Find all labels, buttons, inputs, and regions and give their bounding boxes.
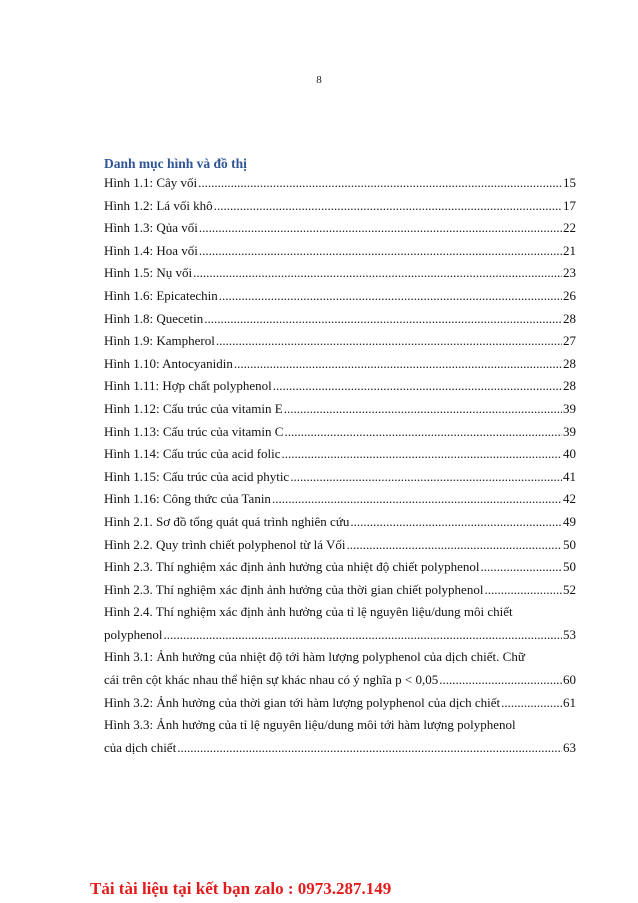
dot-leader [199,240,562,263]
dot-leader [347,534,562,557]
toc-entry[interactable] [104,262,576,285]
toc-entry-text: Hình 1.9: Kampherol [104,333,215,349]
toc-entry-text: Hình 3.2: Ảnh hưởng của thời gian tới hàm lượng polyphenol của dịch chiết [104,694,501,710]
toc-entry[interactable] [104,353,576,376]
toc-entry[interactable] [104,217,576,240]
toc-entry[interactable] [104,466,576,489]
toc-entry-page: 26 [563,287,576,303]
toc-entry-text: Hình 3.3: Ảnh hưởng của tỉ lệ nguyên liệu/dung môi tới hàm lượng polyphenol [104,717,516,733]
dot-leader [350,511,562,534]
toc-entry[interactable] [104,398,576,421]
toc-entry-text: Hình 1.2: Lá vối khô [104,197,213,213]
toc-entry-text: Hình 3.1: Ảnh hưởng của nhiệt độ tới hàm lượng polyphenol của dịch chiết. Chữ [104,649,525,665]
toc-entry[interactable] [104,579,576,602]
page-number: 8 [316,74,322,86]
toc-entry-text: Hình 1.8: Quecetin [104,310,204,326]
toc-entry-page: 17 [563,197,576,213]
toc-entry-text: của dịch chiết [104,739,177,755]
toc-entry-page: 27 [563,333,576,349]
toc-entry-page: 60 [563,672,576,688]
toc-entry-page: 39 [563,423,576,439]
toc-entry-page: 21 [563,242,576,258]
dot-leader [177,737,562,760]
toc-entry[interactable] [104,511,576,534]
toc-entry[interactable] [104,285,576,308]
toc-entry[interactable] [104,714,576,759]
toc-entry-text: Hình 2.1. Sơ đồ tổng quát quá trình nghiên cứu [104,513,350,529]
dot-leader [199,217,562,240]
dot-leader [284,398,562,421]
toc-entry-page: 22 [563,220,576,236]
toc-entry[interactable] [104,692,576,715]
dot-leader [282,443,562,466]
dot-leader [216,330,562,353]
toc-entry[interactable] [104,601,576,646]
toc-entry-text: polyphenol [104,626,163,642]
dot-leader [193,262,562,285]
footer-contact-note: Tải tài liệu tại kết bạn zalo : 0973.287.149 [90,879,392,898]
table-of-figures [104,156,576,759]
dot-leader [204,308,562,331]
toc-entry[interactable] [104,534,576,557]
toc-entry-page: 52 [563,581,576,597]
toc-entry-text: Hình 1.15: Cấu trúc của acid phytic [104,468,290,484]
dot-leader [198,172,562,195]
toc-title: Danh mục hình và đồ thị [104,156,247,171]
toc-entry-text: Hình 1.16: Công thức của Tanin [104,491,271,507]
toc-entry-page: 61 [563,694,576,710]
toc-entry-page: 53 [563,626,576,642]
toc-entry-page: 42 [563,491,576,507]
dot-leader [164,624,563,647]
toc-entry-page: 50 [563,559,576,575]
dot-leader [284,421,562,444]
dot-leader [484,579,562,602]
toc-entry-text: Hình 2.3. Thí nghiệm xác định ảnh hưởng của thời gian chiết polyphenol [104,581,484,597]
toc-entry-page: 28 [563,310,576,326]
dot-leader [290,466,562,489]
toc-entry-text: Hình 2.3. Thí nghiệm xác định ảnh hưởng của nhiệt độ chiết polyphenol [104,559,480,575]
dot-leader [501,692,562,715]
toc-entry-page: 50 [563,536,576,552]
toc-entry-list [104,172,576,759]
toc-entry[interactable] [104,240,576,263]
toc-entry-text: Hình 1.13: Cấu trúc của vitamin C [104,423,284,439]
toc-entry-text: Hình 2.4. Thí nghiệm xác định ảnh hưởng của tỉ lệ nguyên liệu/dung môi chiết [104,604,513,620]
toc-entry-text: Hình 1.11: Hợp chất polyphenol [104,378,272,394]
toc-entry-text: cái trên cột khác nhau thể hiện sự khác nhau có ý nghĩa p < 0,05 [104,672,439,688]
dot-leader [273,375,562,398]
toc-entry-page: 49 [563,513,576,529]
dot-leader [234,353,562,376]
toc-entry-page: 28 [563,378,576,394]
toc-entry[interactable] [104,488,576,511]
toc-entry[interactable] [104,375,576,398]
toc-entry-page: 41 [563,468,576,484]
dot-leader [439,669,562,692]
toc-entry-text: Hình 1.10: Antocyanidin [104,355,233,371]
toc-entry-text: Hình 1.5: Nụ vối [104,265,193,281]
toc-entry-text: Hình 1.3: Qủa vối [104,220,198,236]
toc-entry-text: Hình 1.4: Hoa vối [104,242,198,258]
toc-entry[interactable] [104,172,576,195]
dot-leader [480,556,562,579]
toc-entry-page: 39 [563,400,576,416]
toc-entry[interactable] [104,556,576,579]
dot-leader [214,195,562,218]
toc-entry-text: Hình 1.1: Cây vối [104,175,198,190]
toc-entry[interactable] [104,330,576,353]
toc-entry-text: Hình 1.12: Cấu trúc của vitamin E [104,400,283,416]
toc-entry-page: 15 [563,175,576,190]
toc-entry-text: Hình 1.14: Cấu trúc của acid folic [104,446,281,462]
toc-entry-page: 63 [563,739,576,755]
dot-leader [272,488,562,511]
toc-entry[interactable] [104,308,576,331]
toc-entry-page: 28 [563,355,576,371]
toc-entry[interactable] [104,443,576,466]
toc-entry-page: 23 [563,265,576,281]
toc-entry[interactable] [104,421,576,444]
dot-leader [219,285,562,308]
toc-entry-page: 40 [563,446,576,462]
toc-entry[interactable] [104,195,576,218]
toc-entry[interactable] [104,646,576,691]
toc-entry-text: Hình 2.2. Quy trình chiết polyphenol từ lá Vối [104,536,346,552]
toc-entry-text: Hình 1.6: Epicatechin [104,287,218,303]
